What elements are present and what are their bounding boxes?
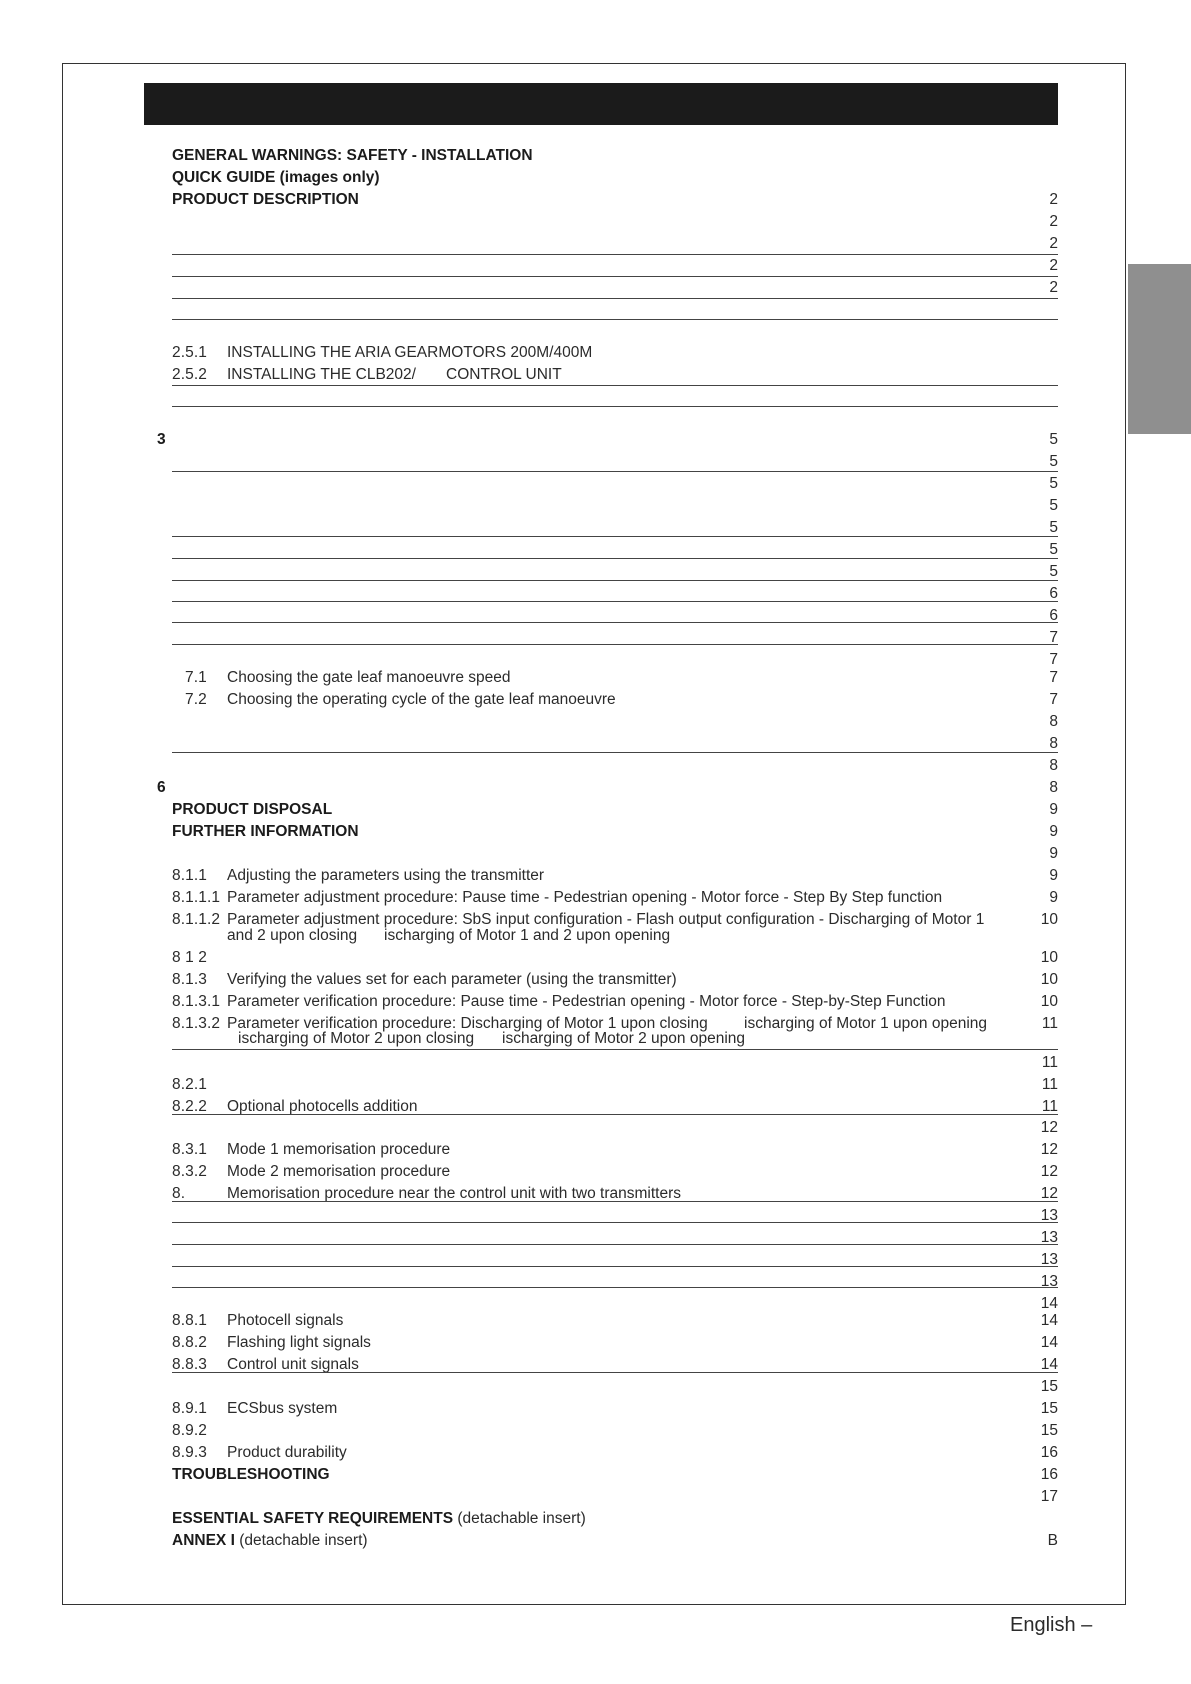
toc-number: 8.1.3.1 <box>172 993 221 1010</box>
toc-entry[interactable] <box>0 821 1191 843</box>
toc-page: 9 <box>1049 801 1058 818</box>
toc-page: 15 <box>1040 1400 1058 1417</box>
toc-title: QUICK GUIDE (images only) <box>172 169 380 186</box>
toc-entry[interactable] <box>0 887 1191 909</box>
toc-number: 8.1.1 <box>172 867 207 884</box>
toc-entry <box>0 1271 1191 1293</box>
toc-entry[interactable] <box>0 947 1191 969</box>
divider <box>172 622 1058 623</box>
toc-entry <box>0 1205 1191 1227</box>
divider <box>172 471 1058 472</box>
toc-entry[interactable] <box>0 1464 1191 1486</box>
toc-page: 10 <box>1040 949 1058 966</box>
toc-number: 8.1.1.1 <box>172 889 221 906</box>
toc-number: 8.1.1.2 <box>172 911 221 928</box>
toc-page: 7 <box>1049 669 1058 686</box>
toc-page: 13 <box>1040 1207 1058 1224</box>
toc-number: 8.1.3 <box>172 971 207 988</box>
toc-title-cont: ischarging of Motor 1 and 2 upon opening <box>384 927 671 944</box>
toc-number: 8.8.2 <box>172 1334 207 1351</box>
toc-page: 8 <box>1049 735 1058 752</box>
toc-entry <box>0 605 1191 627</box>
toc-entry <box>0 495 1191 517</box>
toc-entry[interactable] <box>0 1442 1191 1464</box>
toc-title: Product durability <box>227 1444 347 1461</box>
toc-page: 9 <box>1049 823 1058 840</box>
toc-entry[interactable] <box>0 1074 1191 1096</box>
toc-page: 2 <box>1049 235 1058 252</box>
toc-entry[interactable] <box>0 429 1191 451</box>
toc-page: 5 <box>1049 563 1058 580</box>
divider <box>172 752 1058 753</box>
toc-page: 11 <box>1041 1098 1058 1115</box>
toc-page: 17 <box>1040 1488 1058 1505</box>
toc-page: 14 <box>1040 1334 1058 1351</box>
toc-entry[interactable] <box>0 689 1191 711</box>
divider <box>172 536 1058 537</box>
toc-entry[interactable] <box>0 799 1191 821</box>
toc-title: Memorisation procedure near the control unit with two transmitters <box>227 1185 682 1202</box>
toc-title: Mode 1 memorisation procedure <box>227 1141 451 1158</box>
toc-page: 9 <box>1049 845 1058 862</box>
toc-entry <box>0 255 1191 277</box>
toc-page: 8 <box>1049 713 1058 730</box>
toc-number: 8.9.2 <box>172 1422 207 1439</box>
toc-entry <box>0 1227 1191 1249</box>
toc-entry <box>0 211 1191 233</box>
divider <box>172 1287 1058 1288</box>
toc-title: Choosing the operating cycle of the gate leaf manoeuvre <box>227 691 616 708</box>
toc-page: 5 <box>1049 519 1058 536</box>
toc-page: 7 <box>1049 651 1058 668</box>
toc-number: 8.1.3.2 <box>172 1015 221 1032</box>
toc-entry[interactable] <box>0 969 1191 991</box>
toc-page: 13 <box>1040 1273 1058 1290</box>
toc-number: 8.8.3 <box>172 1356 207 1373</box>
toc-entry <box>0 1052 1191 1074</box>
toc-entry[interactable] <box>0 667 1191 689</box>
toc-number: 8.8.1 <box>172 1312 207 1329</box>
toc-number: 8.3.2 <box>172 1163 207 1180</box>
divider <box>172 580 1058 581</box>
toc-title-rest: (detachable insert) <box>239 1532 368 1549</box>
toc-title-rest: (detachable insert) <box>457 1510 586 1527</box>
toc-title: GENERAL WARNINGS: SAFETY - INSTALLATION <box>172 147 533 164</box>
divider <box>172 385 1058 386</box>
toc-page: 12 <box>1040 1141 1058 1158</box>
divider <box>172 601 1058 602</box>
toc-title: Flashing light signals <box>227 1334 371 1351</box>
toc-page: 15 <box>1040 1378 1058 1395</box>
toc-page: 7 <box>1049 629 1058 646</box>
toc-page: 8 <box>1049 779 1058 796</box>
toc-title-cont: ischarging of Motor 2 upon opening <box>502 1030 745 1047</box>
toc-entry[interactable] <box>0 1398 1191 1420</box>
toc-number: 8.9.1 <box>172 1400 207 1417</box>
toc-page: 5 <box>1049 453 1058 470</box>
toc-number: 8.2.1 <box>172 1076 207 1093</box>
toc-entry <box>0 1376 1191 1398</box>
toc-title-cont: ischarging of Motor 2 upon closing <box>238 1030 475 1047</box>
toc-entry <box>0 711 1191 733</box>
toc-entry[interactable] <box>0 364 1191 386</box>
toc-number: 3 <box>157 431 166 448</box>
toc-title: TROUBLESHOOTING <box>172 1466 330 1483</box>
toc-page: 12 <box>1040 1163 1058 1180</box>
toc-page: 10 <box>1040 911 1058 928</box>
toc-entry <box>0 1249 1191 1271</box>
toc-number: 8.2.2 <box>172 1098 207 1115</box>
toc-title: Parameter verification procedure: Discharging of Motor 1 upon closing <box>227 1015 708 1032</box>
toc-entry <box>0 233 1191 255</box>
divider <box>172 1201 1058 1202</box>
toc-title: INSTALLING THE ARIA GEARMOTORS 200M/400M <box>227 344 593 361</box>
toc-page: 14 <box>1040 1295 1058 1312</box>
divider <box>172 1222 1058 1223</box>
toc-page: 5 <box>1049 431 1058 448</box>
toc-page: 6 <box>1049 607 1058 624</box>
toc-title: Mode 2 memorisation procedure <box>227 1163 451 1180</box>
toc-title: Parameter adjustment procedure: Pause time - Pedestrian opening - Motor force - Step By Step function <box>227 889 943 906</box>
toc-page: 12 <box>1040 1119 1058 1136</box>
toc-entry[interactable] <box>0 1420 1191 1442</box>
toc-page: 2 <box>1049 191 1058 208</box>
toc-page: 5 <box>1049 475 1058 492</box>
toc-page: 2 <box>1049 213 1058 230</box>
toc-title <box>172 1532 368 1550</box>
toc-entry <box>0 473 1191 495</box>
toc-page: 10 <box>1040 971 1058 988</box>
toc-page: 11 <box>1041 1054 1058 1071</box>
toc-title-cont: and 2 upon closing <box>227 927 358 944</box>
toc-title: Control unit signals <box>227 1356 359 1373</box>
toc-page: 16 <box>1040 1444 1058 1461</box>
toc-title-part: ischarging of Motor 1 upon opening <box>744 1015 987 1032</box>
toc-page: 13 <box>1040 1229 1058 1246</box>
toc-page: 12 <box>1040 1185 1058 1202</box>
toc-entry <box>0 843 1191 865</box>
divider <box>172 1049 1058 1050</box>
toc-title-bold: ANNEX I <box>172 1532 235 1549</box>
toc-entry <box>0 755 1191 777</box>
toc-title: Choosing the gate leaf manoeuvre speed <box>227 669 511 686</box>
toc-page: 14 <box>1040 1312 1058 1329</box>
toc-number: 6 <box>157 779 166 796</box>
toc-page: 2 <box>1049 257 1058 274</box>
toc-title: INSTALLING THE CLB202/ <box>227 366 416 383</box>
divider <box>172 1244 1058 1245</box>
divider <box>172 558 1058 559</box>
footer-language: English – <box>1010 1614 1093 1636</box>
toc-page: 13 <box>1040 1251 1058 1268</box>
divider <box>172 406 1058 407</box>
toc-page: 10 <box>1040 993 1058 1010</box>
toc-entry[interactable] <box>0 865 1191 887</box>
toc-entry[interactable] <box>0 991 1191 1013</box>
toc-number: 8. <box>172 1185 186 1202</box>
toc-page: 6 <box>1049 585 1058 602</box>
toc-entry[interactable] <box>0 342 1191 364</box>
toc-entry[interactable] <box>0 1161 1191 1183</box>
divider <box>172 1114 1058 1115</box>
toc-number: 7.1 <box>185 669 207 686</box>
toc-title: PRODUCT DESCRIPTION <box>172 191 359 208</box>
toc-title <box>172 1510 586 1528</box>
toc-page: B <box>1047 1532 1058 1549</box>
toc-title: FURTHER INFORMATION <box>172 823 359 840</box>
toc-entry <box>0 1117 1191 1139</box>
toc-entry[interactable] <box>0 189 1191 211</box>
toc-page: 5 <box>1049 541 1058 558</box>
toc-title: Optional photocells addition <box>227 1098 418 1115</box>
toc-number: 2.5.2 <box>172 366 207 383</box>
toc-page: 9 <box>1049 867 1058 884</box>
toc-title: PRODUCT DISPOSAL <box>172 801 333 818</box>
toc-title: Parameter adjustment procedure: SbS input configuration - Flash output configuration - Discharging of Motor 1 <box>227 911 985 928</box>
toc-page: 15 <box>1040 1422 1058 1439</box>
toc-page: 11 <box>1041 1015 1058 1032</box>
divider <box>172 1266 1058 1267</box>
toc-entry[interactable] <box>0 1530 1191 1552</box>
toc-entry[interactable] <box>0 145 1191 167</box>
toc-number: 8.3.1 <box>172 1141 207 1158</box>
divider <box>172 644 1058 645</box>
toc-entry[interactable] <box>0 1332 1191 1354</box>
toc-entry[interactable] <box>0 167 1191 189</box>
toc-entry <box>0 1486 1191 1508</box>
toc-entry[interactable] <box>0 1508 1191 1530</box>
toc-entry[interactable] <box>0 1139 1191 1161</box>
toc-title-bold: ESSENTIAL SAFETY REQUIREMENTS <box>172 1510 454 1527</box>
toc-entry[interactable] <box>0 1310 1191 1332</box>
toc-title-part: CONTROL UNIT <box>446 366 562 383</box>
toc-page: 5 <box>1049 497 1058 514</box>
toc-entry <box>0 451 1191 473</box>
toc-page: 16 <box>1040 1466 1058 1483</box>
toc-entry[interactable] <box>0 777 1191 799</box>
toc-title: ECSbus system <box>227 1400 338 1417</box>
toc-page: 7 <box>1049 691 1058 708</box>
toc-number: 8.9.3 <box>172 1444 207 1461</box>
toc-page: 14 <box>1040 1356 1058 1373</box>
toc-title: Verifying the values set for each parameter (using the transmitter) <box>227 971 677 988</box>
divider <box>172 1372 1058 1373</box>
toc-page: 11 <box>1041 1076 1058 1093</box>
toc-page: 9 <box>1049 889 1058 906</box>
divider <box>172 298 1058 299</box>
toc-title: Photocell signals <box>227 1312 344 1329</box>
toc-page: 2 <box>1049 279 1058 296</box>
toc-page: 8 <box>1049 757 1058 774</box>
toc-number: 8 1 2 <box>172 949 207 966</box>
divider <box>172 319 1058 320</box>
toc-number: 2.5.1 <box>172 344 207 361</box>
toc-number: 7.2 <box>185 691 207 708</box>
toc-entry <box>0 627 1191 649</box>
toc-title: Adjusting the parameters using the transmitter <box>227 867 545 884</box>
toc-entry <box>0 277 1191 299</box>
toc-title: Parameter verification procedure: Pause time - Pedestrian opening - Motor force - Step-by-Step Function <box>227 993 946 1010</box>
